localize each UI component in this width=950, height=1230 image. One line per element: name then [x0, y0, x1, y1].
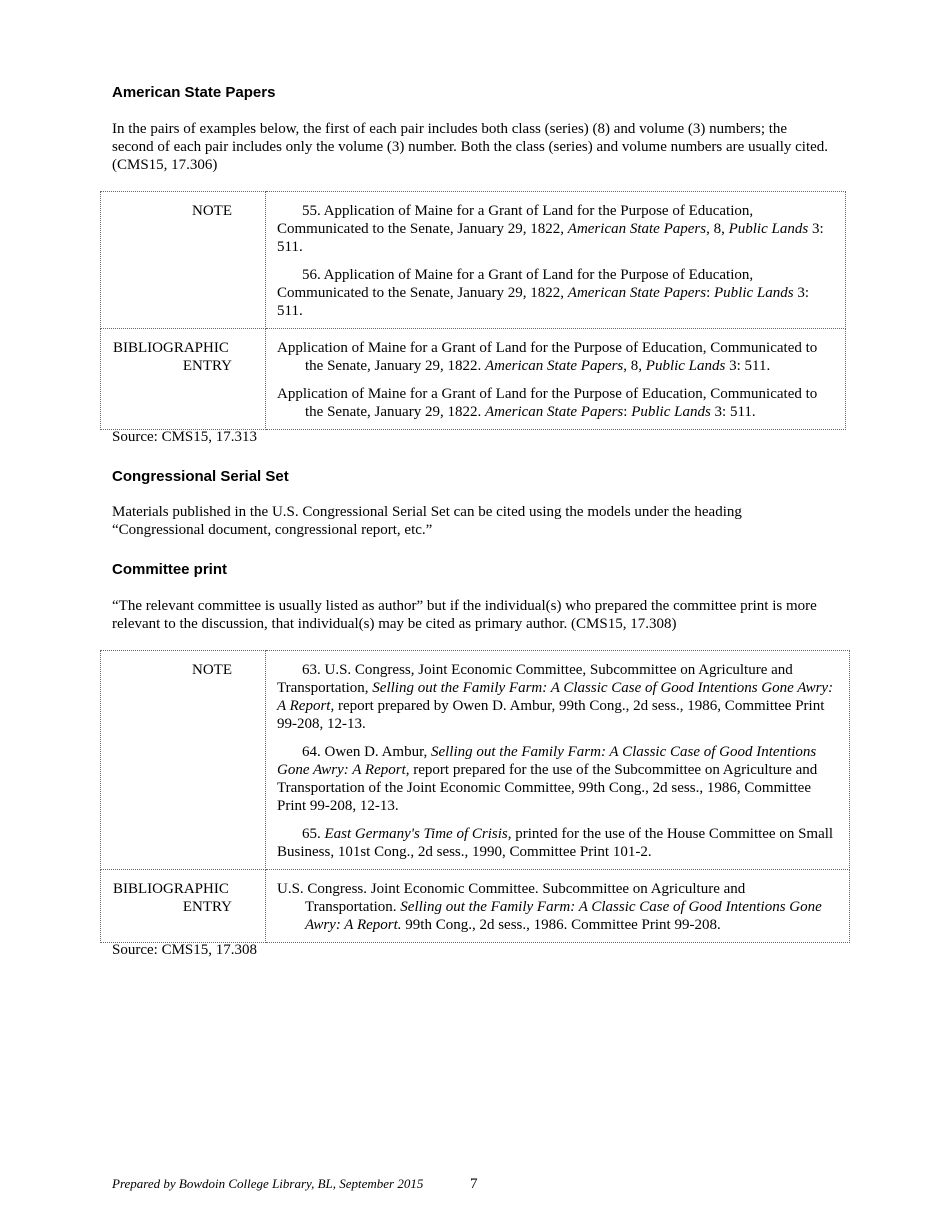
committee-intro: “The relevant committee is usually listed as author” but if the individual(s) who prepared the committee print is more relevant to the discussion, that individual(s) may be cited as primary author. (CMS15, 17.308)	[112, 598, 817, 632]
section-heading-congressional-serial-set: Congressional Serial Set	[112, 468, 289, 485]
bibliographic-entry-label: BIBLIOGRAPHIC ENTRY	[113, 340, 232, 374]
committee-note-row	[101, 651, 850, 870]
committee-bib-row	[101, 870, 850, 943]
asp-note-55: 55. Application of Maine for a Grant of Land for the Purpose of Education, Communicated to the Senate, January 29, 1822, American State Papers, 8, Public Lands 3: 511.	[277, 203, 824, 255]
asp-intro: In the pairs of examples below, the first of each pair includes both class (series) (8) and volume (3) numbers; the second of each pair includes only the volume (3) number. Both the class (series) and volume numbers are usually cited. (CMS15, 17.306)	[112, 121, 829, 173]
committee-note-64: 64. Owen D. Ambur, Selling out the Family Farm: A Classic Case of Good Intentions Gone Awry: A Report, report prepared for the use of the Subcommittee on Agriculture and Transportation of the Joint Economic Committee, 99th Cong., 2d sess., 1986, Committee Print 99-208, 12-13.	[277, 744, 818, 814]
page-number: 7	[470, 1176, 478, 1192]
section-heading-american-state-papers: American State Papers	[112, 84, 276, 101]
asp-note-row	[101, 192, 846, 329]
section-heading-committee-print: Committee print	[112, 561, 228, 578]
asp-bib-entry-1: Application of Maine for a Grant of Land for the Purpose of Education, Communicated to the Senate, January 29, 1822. American State Papers, 8, Public Lands 3: 511.	[277, 340, 818, 374]
asp-note-56: 56. Application of Maine for a Grant of Land for the Purpose of Education, Communicated to the Senate, January 29, 1822, American State Papers: Public Lands 3: 511.	[277, 267, 810, 319]
committee-source: Source: CMS15, 17.308	[112, 942, 258, 958]
committee-citation-table	[100, 650, 850, 943]
committee-bib-entry: U.S. Congress. Joint Economic Committee. Subcommittee on Agriculture and Transportation. Selling out the Family Farm: A Classic Case of Good Intentions Gone Awry: A Report. 99th Cong., 2d sess., 1986. Committee Print 99-208.	[277, 881, 822, 933]
asp-bib-entry-2: Application of Maine for a Grant of Land for the Purpose of Education, Communicated to the Senate, January 29, 1822. American State Papers: Public Lands 3: 511.	[277, 386, 818, 420]
bibliographic-entry-label: BIBLIOGRAPHIC ENTRY	[113, 881, 232, 915]
committee-note-63: 63. U.S. Congress, Joint Economic Committee, Subcommittee on Agriculture and Transportation, Selling out the Family Farm: A Classic Case of Good Intentions Gone Awry: A Report, report prepared by Owen D. Ambur, 99th Cong., 2d sess., 1986, Committee Print 99-208, 12-13.	[277, 662, 834, 732]
asp-source: Source: CMS15, 17.313	[112, 429, 258, 445]
committee-note-65: 65. East Germany's Time of Crisis, printed for the use of the House Committee on Small Business, 101st Cong., 2d sess., 1990, Committee Print 101-2.	[277, 826, 834, 860]
asp-citation-table	[100, 191, 846, 430]
asp-bib-row	[101, 329, 846, 430]
note-label: NOTE	[192, 203, 232, 219]
footer-prepared-by: Prepared by Bowdoin College Library, BL, September 2015	[112, 1176, 424, 1191]
serial-set-body: Materials published in the U.S. Congressional Serial Set can be cited using the models under the heading “Congressional document, congressional report, etc.”	[112, 504, 742, 538]
note-label: NOTE	[192, 662, 232, 678]
